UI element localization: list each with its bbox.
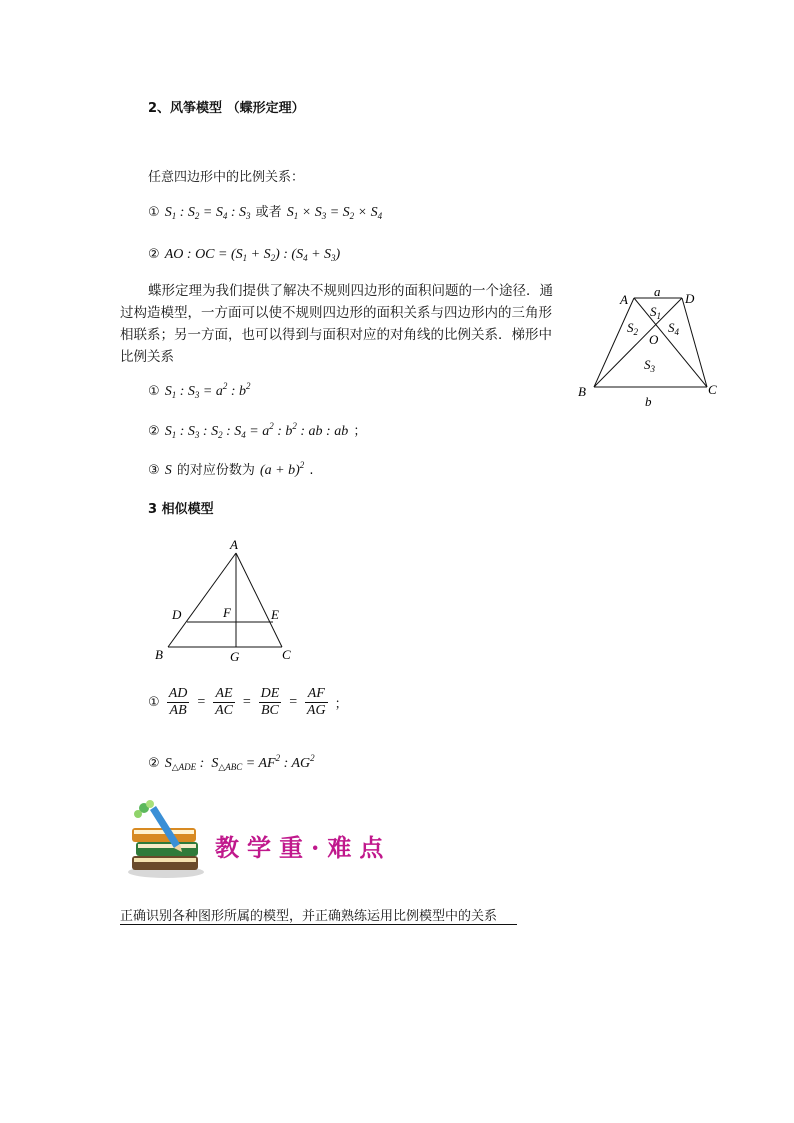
formula-marker: ①: [148, 205, 160, 220]
similar-formula-2: [148, 752, 315, 773]
symbol-s: S: [164, 463, 172, 478]
formula-right: $S_1 \times S_3 = S_2 \times S_4$: [286, 205, 383, 221]
vertex-d: D: [685, 291, 695, 306]
trap-formula-3: [148, 459, 313, 479]
formula-desc: 的对应份数为: [176, 463, 255, 478]
trap-formula-2: [148, 420, 366, 440]
diagonal-ac: [634, 298, 707, 387]
area-s2: $S_2$: [627, 320, 638, 337]
kite-formula-1: [148, 201, 382, 221]
point-d: D: [172, 607, 182, 622]
area-s3: $S_3$: [644, 357, 655, 374]
edge-ba: [594, 298, 634, 387]
formula-text: $S_1$ : $S_3 = a^2$ : $b^2$: [164, 381, 251, 400]
formula-or: 或者: [255, 205, 282, 220]
fraction-ae-ac: $\frac{AE}{AC}$: [215, 686, 233, 718]
formula-left: $S_1$ : $S_2 = S_4$ : $S_3$: [164, 205, 251, 221]
vertex-b: B: [155, 647, 163, 662]
fraction-de-bc: $\frac{DE}{BC}$: [260, 686, 280, 718]
edge-ac: [236, 553, 282, 647]
heading-kite-model: 2、风筝模型 （蝶形定理）: [148, 101, 305, 116]
formula-tail: ；: [353, 424, 367, 439]
formula-text: $S_1$ : $S_3$ : $S_2$ : $S_4 = a^2$ : $b^2$ : ab : ab: [164, 421, 349, 440]
trap-formula-1: [148, 380, 251, 400]
formula-tail: .: [309, 463, 314, 478]
butterfly-paragraph: 蝶形定理为我们提供了解决不规则四边形的面积问题的一个途径．通过构造模型，一方面可以使不规则四边形的面积关系与四边形内的三角形相联系；另一方面，也可以得到与面积对应的对角线的比例关系．梯形中比例关系: [120, 283, 553, 365]
vertex-c: C: [282, 647, 291, 662]
edge-ab: [168, 553, 236, 647]
books-icon: [122, 798, 212, 880]
formula-marker: ①: [148, 384, 160, 399]
formula-expr: $(a + b)^2$: [259, 460, 305, 478]
formula-tail: ；: [334, 697, 348, 712]
base-a: a: [654, 284, 661, 299]
vertex-c: C: [708, 382, 717, 397]
vertex-a: A: [230, 537, 238, 552]
triangle-figure: [150, 535, 300, 665]
formula-marker: ②: [148, 424, 160, 439]
formula-ratio: AO : OC = $(S_1 + S_2)$ : $(S_4 + S_3)$: [164, 247, 341, 263]
similar-formula-1: ① $\frac{AD}{AB}$ = $\frac{AE}{AC}$ = $\frac{DE}{BC}$ = $\frac{AF}{AG}$ ；: [148, 686, 348, 718]
area-s4: $S_4$: [668, 320, 679, 337]
banner-title: 教学重·难点: [215, 833, 392, 862]
point-e: E: [271, 607, 279, 622]
formula-marker: ②: [148, 247, 160, 262]
fraction-ad-ab: $\frac{AD}{AB}$: [168, 686, 188, 718]
formula-marker: ①: [148, 695, 160, 710]
kite-formula-2: [148, 243, 340, 263]
point-f: F: [223, 605, 231, 620]
key-point-text: 正确识别各种图形所属的模型，并正确熟练运用比例模型中的关系: [120, 905, 517, 925]
formula-marker: ②: [148, 756, 160, 771]
formula-text: $S_{\triangle ADE}$ : $S_{\triangle ABC} = AF^2$ : $AG^2$: [164, 753, 315, 772]
diagonal-bd: [594, 298, 682, 387]
formula-marker: ③: [148, 463, 160, 478]
heading-similar-model: 3 相似模型: [148, 502, 214, 517]
intro-quadrilateral: 任意四边形中的比例关系：: [148, 170, 305, 185]
edge-dc: [682, 298, 707, 387]
center-o: O: [649, 332, 659, 347]
vertex-a: A: [620, 292, 628, 307]
base-b: b: [645, 394, 652, 409]
trapezoid-figure: [570, 282, 730, 412]
vertex-b: B: [578, 384, 586, 399]
fraction-af-ag: $\frac{AF}{AG}$: [306, 686, 326, 718]
point-g: G: [230, 649, 240, 664]
area-s1: $S_1$: [650, 304, 661, 321]
